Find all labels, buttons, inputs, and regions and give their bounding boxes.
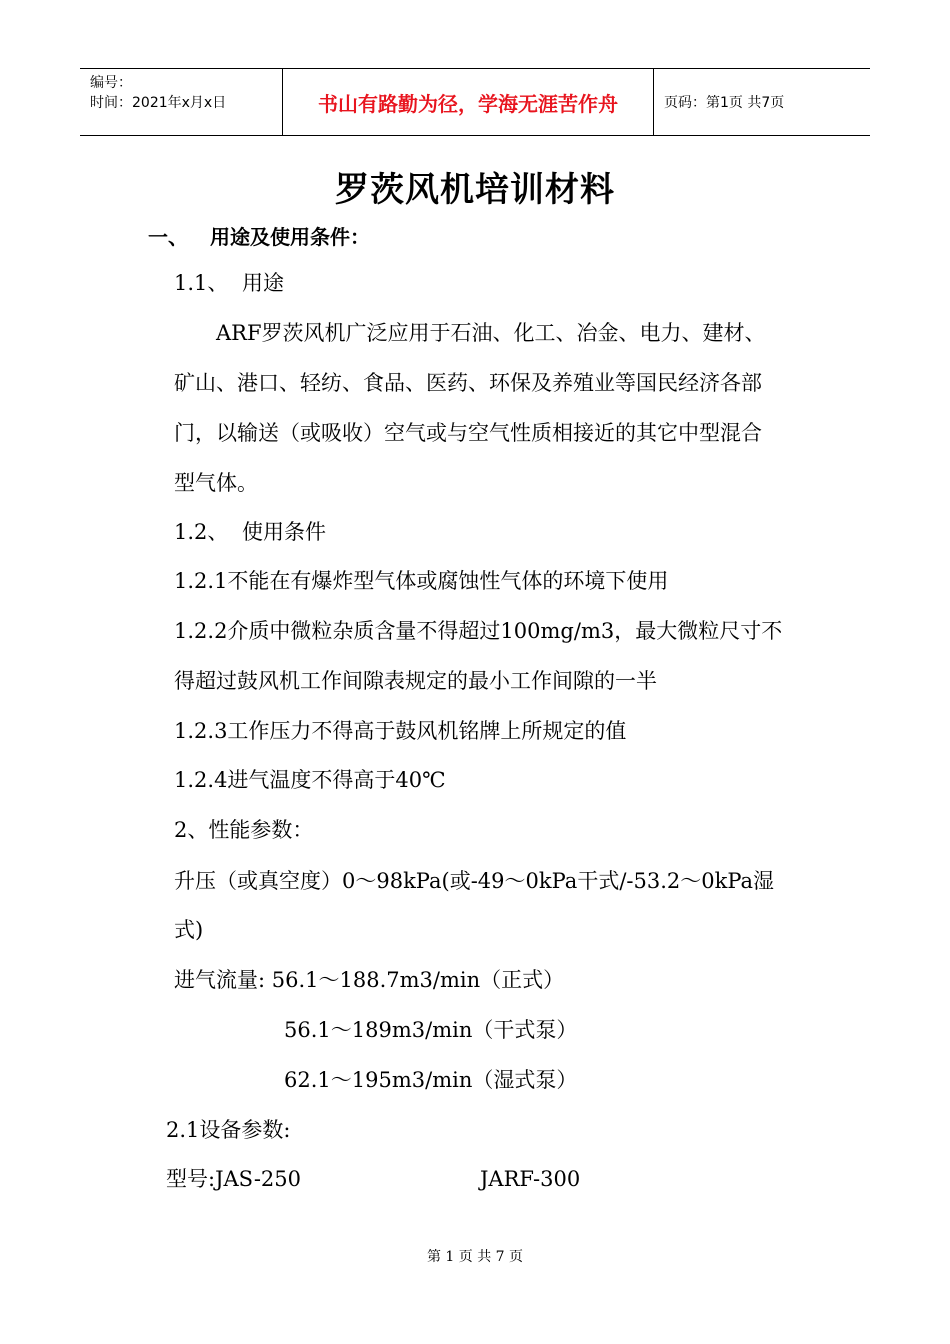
flow-line: 56.1～189m3/min（干式泵） — [284, 1018, 578, 1042]
condition-line: 1.2.1不能在有爆炸型气体或腐蚀性气体的环境下使用 — [174, 569, 669, 593]
condition-line: 1.2.2介质中微粒杂质含量不得超过100mg/m3，最大微粒尺寸不 — [174, 619, 783, 643]
document-title: 罗茨风机培训材料 — [335, 170, 615, 210]
model-right: JARF-300 — [480, 1167, 581, 1191]
pressure-line: 升压（或真空度）0～98kPa(或-49～0kPa干式/-53.2～0kPa湿 — [174, 869, 775, 893]
condition-line: 1.2.4进气温度不得高于40℃ — [174, 768, 446, 792]
header-motto: 书山有路勤为径，学海无涯苦作舟 — [282, 69, 654, 135]
subsection-1-2 — [174, 517, 326, 547]
paragraph-line: 矿山、港口、轻纺、食品、医药、环保及养殖业等国民经济各部 — [174, 371, 762, 395]
condition-line: 得超过鼓风机工作间隙表规定的最小工作间隙的一半 — [174, 669, 657, 693]
flow-line: 62.1～195m3/min（湿式泵） — [284, 1068, 578, 1092]
paragraph-line: ARF罗茨风机广泛应用于石油、化工、冶金、电力、建材、 — [216, 321, 766, 345]
subsection-number: 1.1、 — [174, 271, 229, 295]
section-heading-2: 2、性能参数： — [174, 818, 314, 842]
section-heading-2-1: 2.1设备参数: — [166, 1118, 291, 1142]
header-time-label: 时间：2021年x月x日 — [90, 95, 227, 111]
model-left: 型号:JAS-250 — [166, 1167, 301, 1191]
pressure-line: 式) — [174, 918, 204, 942]
subsection-1-1 — [174, 268, 284, 298]
subsection-text: 使用条件 — [242, 520, 326, 544]
header-page-label: 页码：第1页 共7页 — [664, 95, 785, 111]
section-heading-1 — [148, 222, 370, 252]
paragraph-line: 型气体。 — [174, 471, 258, 495]
page-header — [80, 68, 870, 136]
header-number-label: 编号： — [90, 75, 132, 91]
page-footer: 第 1 页 共 7 页 — [426, 1249, 524, 1265]
section-text: 用途及使用条件： — [210, 225, 370, 249]
flow-line: 进气流量: 56.1～188.7m3/min（正式） — [174, 968, 565, 992]
section-number: 一、 — [148, 225, 188, 249]
paragraph-line: 门，以输送（或吸收）空气或与空气性质相接近的其它中型混合 — [174, 421, 762, 445]
subsection-text: 用途 — [242, 271, 284, 295]
subsection-number: 1.2、 — [174, 520, 229, 544]
header-meta-cell — [80, 69, 282, 135]
condition-line: 1.2.3工作压力不得高于鼓风机铭牌上所规定的值 — [174, 719, 627, 743]
